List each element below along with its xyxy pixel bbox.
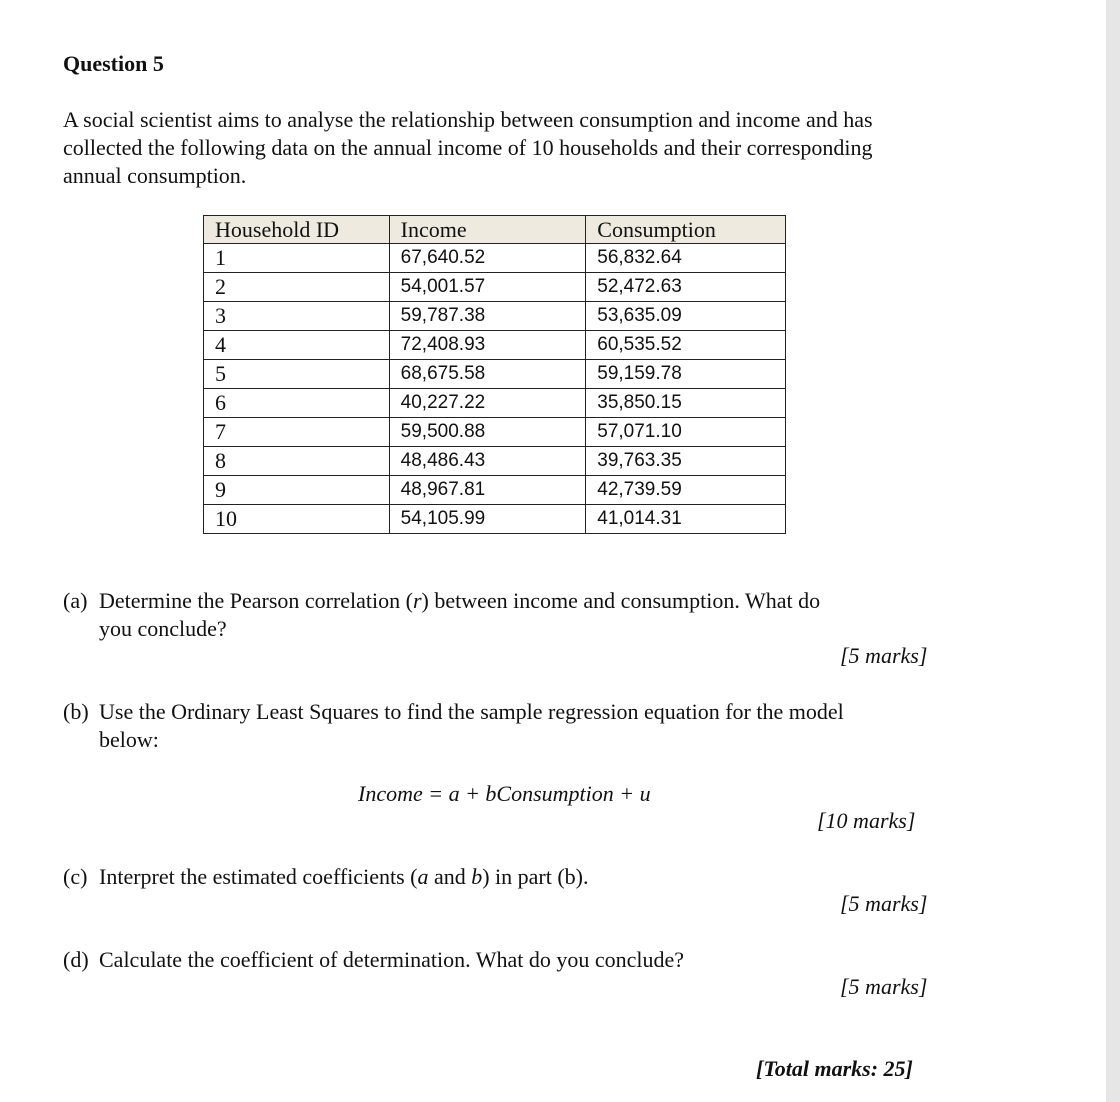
cell-consumption: 42,739.59 bbox=[586, 476, 786, 505]
part-c-var-a: a bbox=[417, 864, 429, 889]
household-data-table bbox=[203, 215, 786, 534]
table-row bbox=[204, 389, 786, 418]
cell-income: 59,787.38 bbox=[389, 302, 586, 331]
cell-household-id: 8 bbox=[204, 447, 390, 476]
part-a-text-post: ) between income and consumption. What do bbox=[421, 588, 821, 613]
cell-income: 67,640.52 bbox=[389, 244, 586, 273]
table-row bbox=[204, 447, 786, 476]
cell-household-id: 6 bbox=[204, 389, 390, 418]
header-household-id: Household ID bbox=[204, 216, 390, 244]
cell-income: 48,967.81 bbox=[389, 476, 586, 505]
header-consumption: Consumption bbox=[586, 216, 786, 244]
cell-consumption: 57,071.10 bbox=[586, 418, 786, 447]
cell-household-id: 2 bbox=[204, 273, 390, 302]
question-title: Question 5 bbox=[63, 51, 164, 76]
cell-household-id: 1 bbox=[204, 244, 390, 273]
table-row bbox=[204, 331, 786, 360]
table-header-row bbox=[204, 216, 786, 244]
cell-income: 72,408.93 bbox=[389, 331, 586, 360]
cell-income: 40,227.22 bbox=[389, 389, 586, 418]
part-b-line1: Use the Ordinary Least Squares to find the sample regression equation for the model bbox=[99, 699, 844, 724]
part-d-marks: [5 marks] bbox=[840, 974, 928, 999]
cell-household-id: 9 bbox=[204, 476, 390, 505]
regression-equation: Income = a + bConsumption + u bbox=[358, 781, 651, 806]
part-d-label: (d) bbox=[63, 947, 89, 972]
table-row bbox=[204, 418, 786, 447]
part-d bbox=[63, 946, 684, 974]
cell-income: 59,500.88 bbox=[389, 418, 586, 447]
table-row bbox=[204, 273, 786, 302]
cell-consumption: 52,472.63 bbox=[586, 273, 786, 302]
part-d-text: Calculate the coefficient of determination. What do you conclude? bbox=[99, 947, 685, 972]
part-a bbox=[63, 587, 820, 643]
cell-household-id: 5 bbox=[204, 360, 390, 389]
table-row bbox=[204, 476, 786, 505]
part-c-text-mid: and bbox=[428, 864, 472, 889]
cell-income: 68,675.58 bbox=[389, 360, 586, 389]
cell-income: 48,486.43 bbox=[389, 447, 586, 476]
cell-income: 54,001.57 bbox=[389, 273, 586, 302]
part-c-label: (c) bbox=[63, 864, 88, 889]
table-row bbox=[204, 244, 786, 273]
cell-consumption: 60,535.52 bbox=[586, 331, 786, 360]
part-b-label: (b) bbox=[63, 699, 89, 724]
cell-consumption: 56,832.64 bbox=[586, 244, 786, 273]
header-income: Income bbox=[389, 216, 586, 244]
part-c-text-pre: Interpret the estimated coefficients ( bbox=[99, 864, 418, 889]
part-a-var-r: r bbox=[412, 588, 422, 613]
part-c-marks: [5 marks] bbox=[840, 891, 928, 916]
cell-household-id: 7 bbox=[204, 418, 390, 447]
part-c-text-post: ) in part (b). bbox=[482, 864, 589, 889]
total-marks: [Total marks: 25] bbox=[756, 1056, 913, 1081]
part-b bbox=[63, 698, 844, 754]
part-b-marks: [10 marks] bbox=[817, 808, 916, 833]
cell-consumption: 41,014.31 bbox=[586, 505, 786, 534]
part-c-var-b: b bbox=[471, 864, 483, 889]
cell-consumption: 35,850.15 bbox=[586, 389, 786, 418]
table-row bbox=[204, 360, 786, 389]
cell-income: 54,105.99 bbox=[389, 505, 586, 534]
cell-household-id: 4 bbox=[204, 331, 390, 360]
cell-household-id: 3 bbox=[204, 302, 390, 331]
cell-consumption: 39,763.35 bbox=[586, 447, 786, 476]
page-edge-strip bbox=[1106, 0, 1120, 1102]
part-c bbox=[63, 863, 589, 891]
part-a-text-pre: Determine the Pearson correlation ( bbox=[99, 588, 413, 613]
cell-consumption: 53,635.09 bbox=[586, 302, 786, 331]
part-a-marks: [5 marks] bbox=[840, 643, 928, 668]
cell-household-id: 10 bbox=[204, 505, 390, 534]
part-a-label: (a) bbox=[63, 588, 88, 613]
question-intro: A social scientist aims to analyse the relationship between consumption and income and has collected the following data on the annual income of 10 households and their corresponding annual consumption. bbox=[63, 107, 873, 188]
table-row bbox=[204, 505, 786, 534]
cell-consumption: 59,159.78 bbox=[586, 360, 786, 389]
part-b-line2: below: bbox=[99, 727, 159, 752]
table-row bbox=[204, 302, 786, 331]
part-a-line2: you conclude? bbox=[99, 616, 227, 641]
